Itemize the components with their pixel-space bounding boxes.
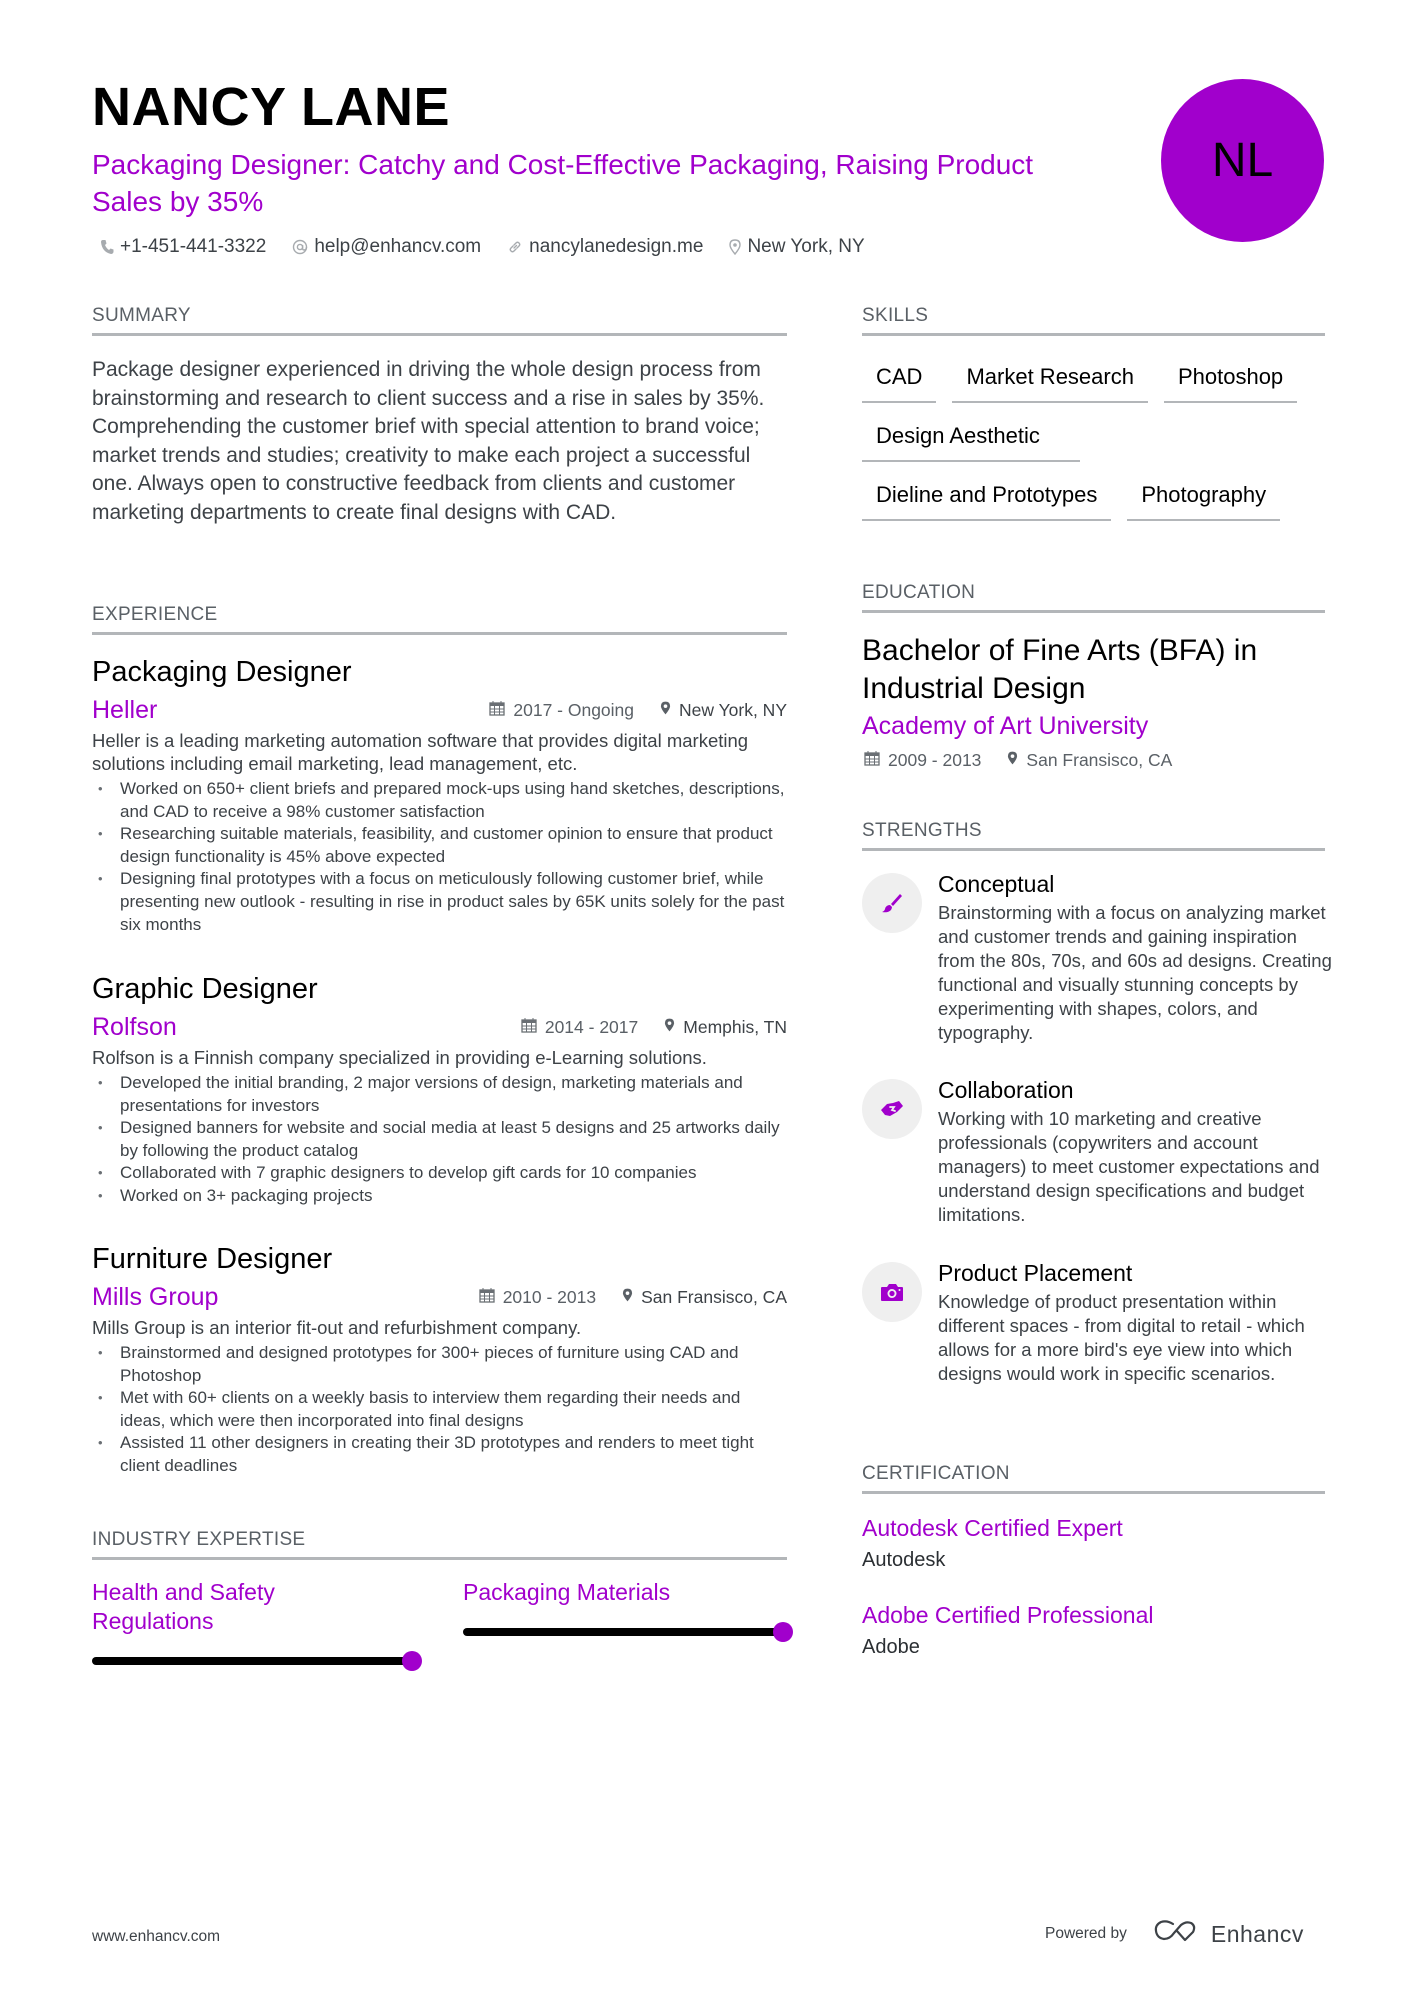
job-dates xyxy=(489,700,634,721)
strength-body xyxy=(938,1075,1332,1227)
contact-bar xyxy=(100,236,865,258)
job-location-text: New York, NY xyxy=(679,699,787,720)
link-icon xyxy=(507,239,523,255)
skills-row xyxy=(862,478,1332,521)
job-dates-text: 2014 - 2017 xyxy=(544,1016,639,1037)
map-pin-icon xyxy=(664,1017,675,1038)
job-bullet: • Researching suitable materials, feasibility, and customer opinion to ensure that product design functionality is 45% above expected xyxy=(92,823,787,868)
education-dates-text: 2009 - 2013 xyxy=(888,750,982,770)
map-pin-icon xyxy=(729,239,741,255)
job-meta xyxy=(479,1287,787,1308)
enhancv-logo[interactable] xyxy=(1153,1918,1304,1950)
skill-tag: Photography xyxy=(1127,478,1280,521)
company-name: Mills Group xyxy=(92,1283,219,1311)
paintbrush-icon xyxy=(862,873,922,933)
education-location xyxy=(1007,750,1172,771)
map-pin-icon xyxy=(660,700,671,721)
job-bullet: • Designing final prototypes with a focus on meticulously following customer brief, while presenting new outlook - resulting in rise in product sales by 65K units solely for the past six months xyxy=(92,868,787,936)
job-bullets xyxy=(92,1072,787,1208)
job-location xyxy=(664,1017,787,1038)
job-bullet: • Developed the initial branding, 2 major versions of design, marketing materials and presentations for investors xyxy=(92,1072,787,1117)
degree-title: Bachelor of Fine Arts (BFA) in Industrial Design xyxy=(862,634,1258,705)
location-text: New York, NY xyxy=(747,236,865,257)
website-text: nancylanedesign.me xyxy=(529,236,704,257)
job-dates xyxy=(479,1287,596,1308)
experience-entry xyxy=(92,653,787,936)
footer-website-link[interactable]: www.enhancv.com xyxy=(92,1928,221,1945)
job-title: Packaging Designer xyxy=(92,656,352,688)
section-title-skills: SKILLS xyxy=(862,305,1325,336)
education-location-text: San Fransisco, CA xyxy=(1026,750,1173,770)
brand-name: Enhancv xyxy=(1210,1920,1304,1947)
job-location-text: San Fransisco, CA xyxy=(641,1286,787,1307)
skills-list xyxy=(862,360,1332,537)
certification-issuer: Autodesk xyxy=(862,1549,946,1571)
contact-phone[interactable] xyxy=(100,236,266,258)
job-title: Graphic Designer xyxy=(92,973,318,1005)
job-bullet: • Worked on 3+ packaging projects xyxy=(92,1185,787,1208)
strength-title: Collaboration xyxy=(938,1077,1074,1103)
contact-location xyxy=(729,236,864,258)
expertise-level-bar xyxy=(463,1628,783,1636)
avatar-initials: NL xyxy=(1211,134,1274,187)
experience-entry xyxy=(92,970,787,1208)
job-bullets xyxy=(92,778,787,936)
expertise-label: Health and Safety Regulations xyxy=(92,1579,275,1634)
certification-title: Adobe Certified Professional xyxy=(862,1602,1154,1628)
certification-title: Autodesk Certified Expert xyxy=(862,1515,1123,1541)
skill-tag: Design Aesthetic xyxy=(862,419,1080,462)
section-title-experience: EXPERIENCE xyxy=(92,604,787,635)
strength-description: Brainstorming with a focus on analyzing market and customer trends and gaining inspiration from the 80s, 70s, and 60s ad designs. Creating functional and visually stunning concepts by experimenting with shapes, colors, and typography. xyxy=(938,902,1332,1043)
job-bullet: • Assisted 11 other designers in creating their 3D prototypes and renders to meet tight client deadlines xyxy=(92,1432,787,1477)
candidate-headline: Packaging Designer: Catchy and Cost-Effective Packaging, Raising Product Sales by 35% xyxy=(92,149,1034,217)
strength-body xyxy=(938,869,1332,1045)
strength-body xyxy=(938,1258,1332,1386)
job-bullets xyxy=(92,1342,787,1478)
job-dates xyxy=(521,1017,638,1038)
experience-entry xyxy=(92,1240,787,1478)
calendar-icon xyxy=(521,1017,537,1038)
calendar-icon xyxy=(479,1287,495,1308)
job-bullet: • Collaborated with 7 graphic designers to develop gift cards for 10 companies xyxy=(92,1162,787,1185)
email-text: help@enhancv.com xyxy=(314,236,482,257)
job-location xyxy=(622,1287,787,1308)
company-name: Rolfson xyxy=(92,1013,177,1041)
section-title-education: EDUCATION xyxy=(862,582,1325,613)
map-pin-icon xyxy=(1007,750,1018,771)
job-location-text: Memphis, TN xyxy=(683,1016,787,1037)
footer-branding xyxy=(1045,1918,1304,1950)
handshake-icon xyxy=(862,1079,922,1139)
job-meta xyxy=(521,1017,787,1038)
phone-text: +1-451-441-3322 xyxy=(120,236,267,257)
calendar-icon xyxy=(864,750,880,771)
skill-tag: Market Research xyxy=(952,360,1148,403)
at-icon xyxy=(292,239,308,255)
expertise-item xyxy=(92,1578,412,1665)
map-pin-icon xyxy=(622,1287,633,1308)
expertise-level-knob xyxy=(402,1651,422,1671)
skill-tag: Photoshop xyxy=(1164,360,1297,403)
skill-tag: Dieline and Prototypes xyxy=(862,478,1111,521)
school-name: Academy of Art University xyxy=(862,712,1149,740)
education-meta xyxy=(864,750,1172,771)
skill-tag: CAD xyxy=(862,360,936,403)
calendar-icon xyxy=(489,700,505,721)
strength-description: Working with 10 marketing and creative professionals (copywriters and account managers) to meet customer expectations and understand design specifications and budget limitations. xyxy=(938,1108,1320,1225)
job-bullet: • Designed banners for website and social media at least 5 designs and 25 artworks daily by following the product catalog xyxy=(92,1117,787,1162)
expertise-level-knob xyxy=(773,1622,793,1642)
job-dates-text: 2010 - 2013 xyxy=(502,1286,597,1307)
job-bullet: • Worked on 650+ client briefs and prepared mock-ups using hand sketches, descriptions, and CAD to receive a 98% customer satisfaction xyxy=(92,778,787,823)
section-title-industry-expertise: INDUSTRY EXPERTISE xyxy=(92,1529,787,1560)
skills-row xyxy=(862,419,1332,462)
company-description: Rolfson is a Finnish company specialized in providing e-Learning solutions. xyxy=(92,1047,707,1068)
job-meta-row xyxy=(92,693,787,727)
section-title-certification: CERTIFICATION xyxy=(862,1463,1325,1494)
camera-icon xyxy=(862,1262,922,1322)
powered-by-label: Powered by xyxy=(1045,1925,1127,1942)
job-meta-row xyxy=(92,1010,787,1044)
avatar xyxy=(1161,79,1324,242)
job-dates-text: 2017 - Ongoing xyxy=(513,699,635,720)
job-meta-row xyxy=(92,1280,787,1314)
section-title-summary: SUMMARY xyxy=(92,305,787,336)
certification-item xyxy=(862,1513,1123,1572)
strength-title: Product Placement xyxy=(938,1260,1133,1286)
contact-email[interactable] xyxy=(292,236,481,258)
strength-description: Knowledge of product presentation within different spaces - from digital to retail - which allows for a more bird's eye view into which designs would work in specific scenarios. xyxy=(938,1291,1305,1384)
strength-item xyxy=(862,1258,1332,1386)
job-title: Furniture Designer xyxy=(92,1243,333,1275)
phone-icon xyxy=(100,239,114,255)
section-title-strengths: STRENGTHS xyxy=(862,820,1325,851)
company-name: Heller xyxy=(92,696,158,724)
summary-text: Package designer experienced in driving the whole design process from brainstorming and research to client success and a rise in sales by 35%. Comprehending the customer brief with special attention to brand voice; market trends and studies; creativity to make each project a successful one. Always open to constructive feedback from clients and customer marketing departments to create final designs with CAD. xyxy=(92,358,765,524)
job-bullet: • Met with 60+ clients on a weekly basis to interview them regarding their needs and ideas, which were then incorporated into final designs xyxy=(92,1387,787,1432)
education-dates xyxy=(864,750,981,771)
skills-row xyxy=(862,360,1332,403)
certification-issuer: Adobe xyxy=(862,1636,920,1658)
expertise-item xyxy=(463,1578,783,1636)
strength-item xyxy=(862,869,1332,1045)
company-description: Mills Group is an interior fit-out and refurbishment company. xyxy=(92,1317,582,1338)
strength-title: Conceptual xyxy=(938,871,1055,897)
job-bullet: • Brainstormed and designed prototypes for 300+ pieces of furniture using CAD and Photoshop xyxy=(92,1342,787,1387)
company-description: Heller is a leading marketing automation software that provides digital marketing solutions including email marketing, lead management, etc. xyxy=(92,730,749,774)
enhancv-logo-icon xyxy=(1153,1918,1201,1950)
contact-website[interactable] xyxy=(507,236,703,258)
job-location xyxy=(660,700,787,721)
expertise-level-bar xyxy=(92,1657,412,1665)
candidate-name: NANCY LANE xyxy=(92,77,451,137)
expertise-label: Packaging Materials xyxy=(463,1579,671,1605)
certification-item xyxy=(862,1600,1154,1659)
strength-item xyxy=(862,1075,1332,1227)
job-meta xyxy=(489,700,787,721)
